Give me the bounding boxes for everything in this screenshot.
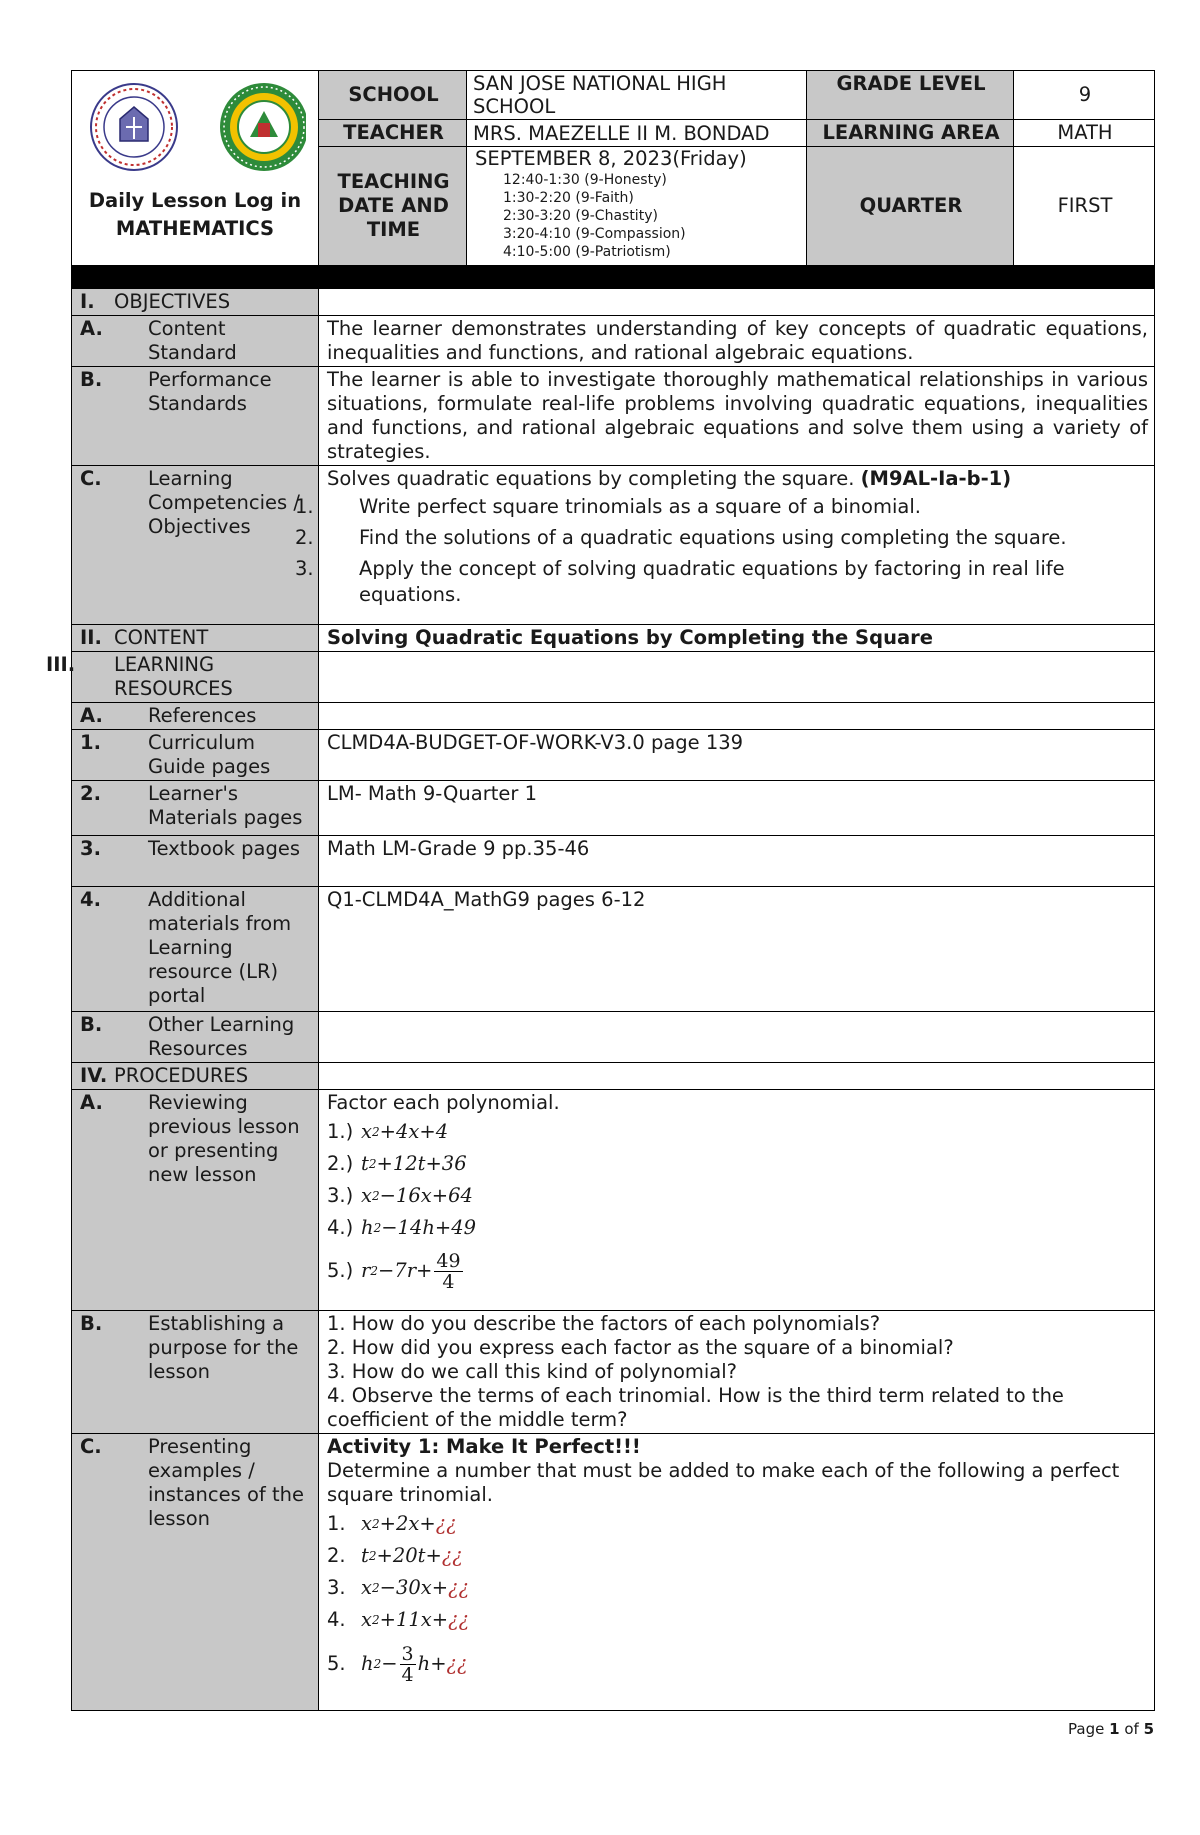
resource-item-label: 2. Learner's Materials pages (72, 781, 319, 836)
presenting-label: C. Presenting examples / instances of the lesson (72, 1434, 319, 1711)
schedule-4: 3:20-4:10 (9-Compassion) (503, 226, 686, 242)
content-standard-label: A. Content Standard (72, 316, 319, 367)
references-label: A. References (72, 703, 319, 730)
other-resources-label: B. Other Learning Resources (72, 1012, 319, 1063)
fraction: $\frac{3}{4}$ (401, 1642, 414, 1686)
schedule-2: 1:30-2:20 (9-Faith) (503, 190, 634, 206)
resource-item-value: Q1-CLMD4A_MathG9 pages 6-12 (319, 887, 1155, 1012)
competency-item: 3. Apply the concept of solving quadratic equations by factoring in real life equations. (295, 557, 1065, 606)
date-value: SEPTEMBER 8, 2023(Friday) (475, 147, 747, 170)
page-total: 5 (1143, 1720, 1154, 1738)
lesson-log-table (46, 70, 1155, 1711)
area-label: LEARNING AREA (807, 120, 1014, 147)
quarter-label: QUARTER (807, 147, 1014, 266)
activity-instruction: Determine a number that must be added to make each of the following a perfect square trinomial. (327, 1459, 1120, 1506)
teacher-label: TEACHER (319, 120, 467, 147)
area-value: MATH (1014, 120, 1155, 147)
performance-standards-text: The learner is able to investigate thoroughly mathematical relationships in various situations, formulate real-life problems involving quadratic equations, inequalities and functions, and rational algebraic equations and solve them using a variety of strategies. (319, 367, 1155, 466)
reviewing-label: A. Reviewing previous lesson or presenting new lesson (72, 1090, 319, 1311)
polynomial-item: 4.) h 2 −14h+49 (327, 1216, 477, 1239)
resource-item-label: 4. Additional materials from Learning resource (LR) portal (72, 887, 319, 1012)
schedule-3: 2:30-3:20 (9-Chastity) (503, 208, 658, 224)
competency-code: (M9AL-Ia-b-1) (860, 467, 1012, 490)
lesson-log-page (46, 70, 1154, 1711)
question: 3. How do we call this kind of polynomial? (327, 1360, 738, 1383)
content-value: Solving Quadratic Equations by Completing the Square (319, 625, 1155, 652)
school-seal-icon (220, 83, 306, 171)
schedule-1: 12:40-1:30 (9-Honesty) (503, 172, 667, 188)
question: 4. Observe the terms of each trinomial. How is the third term related to the coefficient of the middle term? (327, 1384, 1064, 1431)
resource-item-label: 1. Curriculum Guide pages (72, 730, 319, 781)
content-standard-text: The learner demonstrates understanding of key concepts of quadratic equations, inequalities and functions, and rational algebraic equations. (319, 316, 1155, 367)
datetime-label: TEACHING DATE AND TIME (319, 147, 467, 266)
polynomial-item: 3.) x 2 −16x+64 (327, 1184, 473, 1207)
school-value: SAN JOSE NATIONAL HIGH SCHOOL (467, 71, 807, 120)
activity-item: 5. h 2 − $\frac{3}{4}$ h+ ¿¿ (327, 1642, 468, 1686)
header-logo-cell (72, 71, 319, 266)
date-time-cell (467, 147, 807, 266)
activity-item: 1. x 2 +2x+ ¿¿ (327, 1512, 457, 1535)
quarter-value: FIRST (1014, 147, 1155, 266)
content-heading: II. CONTENT (72, 625, 319, 652)
resource-item-value: LM- Math 9-Quarter 1 (319, 781, 1155, 836)
objectives-heading: I. OBJECTIVES (72, 289, 319, 316)
grade-label: GRADE LEVEL (807, 71, 1014, 120)
presenting-cell (319, 1434, 1155, 1711)
resource-item-value: CLMD4A-BUDGET-OF-WORK-V3.0 page 139 (319, 730, 1155, 781)
title-line-1: Daily Lesson Log in (88, 189, 302, 212)
resource-item-label: 3. Textbook pages (72, 836, 319, 887)
activity-item: 4. x 2 +11x+ ¿¿ (327, 1608, 470, 1631)
competencies-label: C. Learning Competencies / Objectives (72, 466, 319, 625)
page-current: 1 (1109, 1720, 1120, 1738)
fraction: $\frac{49}{4}$ (436, 1249, 461, 1293)
title-line-2: MATHEMATICS (115, 217, 275, 240)
schedule-5: 4:10-5:00 (9-Patriotism) (503, 244, 671, 260)
procedures-heading: IV. PROCEDURES (72, 1063, 319, 1090)
polynomial-item: 1.) x 2 +4x+4 (327, 1120, 449, 1143)
competency-item: 1. Write perfect square trinomials as a square of a binomial. (295, 495, 921, 518)
reviewing-intro: Factor each polynomial. (327, 1091, 560, 1114)
resource-item-value: Math LM-Grade 9 pp.35-46 (319, 836, 1155, 887)
resources-heading: III. LEARNING RESOURCES (72, 652, 319, 703)
question: 1. How do you describe the factors of each polynomials? (327, 1312, 881, 1335)
establishing-label: B. Establishing a purpose for the lesson (72, 1311, 319, 1434)
page-footer: Page 1 of 5 (1068, 1720, 1154, 1738)
school-label: SCHOOL (319, 71, 467, 120)
competency-item: 2. Find the solutions of a quadratic equations using completing the square. (295, 526, 1067, 549)
teacher-value: MRS. MAEZELLE II M. BONDAD (467, 120, 807, 147)
polynomial-item: 5.) r 2 −7r+ $\frac{49}{4}$ (327, 1249, 461, 1293)
grade-value: 9 (1014, 71, 1155, 120)
activity-title: Activity 1: Make It Perfect!!! (327, 1435, 641, 1458)
deped-seal-logos (90, 79, 306, 179)
polynomial-item: 2.) t 2 +12t+36 (327, 1152, 467, 1175)
competencies-text: Solves quadratic equations by completing the square. (M9AL-Ia-b-1) 1. Write perfect square trinomials as a square of a binomial. 2. Find the solutions of a quadratic equations using completing the square. 3. Apply the concept of solving quadratic equations by factoring in real life equations. (319, 466, 1155, 625)
performance-standards-label: B. Performance Standards (72, 367, 319, 466)
activity-item: 3. x 2 −30x+ ¿¿ (327, 1576, 470, 1599)
establishing-cell (319, 1311, 1155, 1434)
deped-seal-icon (91, 84, 177, 170)
activity-item: 2. t 2 +20t+ ¿¿ (327, 1544, 463, 1567)
question: 2. How did you express each factor as the square of a binomial? (327, 1336, 954, 1359)
reviewing-cell (319, 1090, 1155, 1311)
header-divider (72, 266, 1155, 289)
